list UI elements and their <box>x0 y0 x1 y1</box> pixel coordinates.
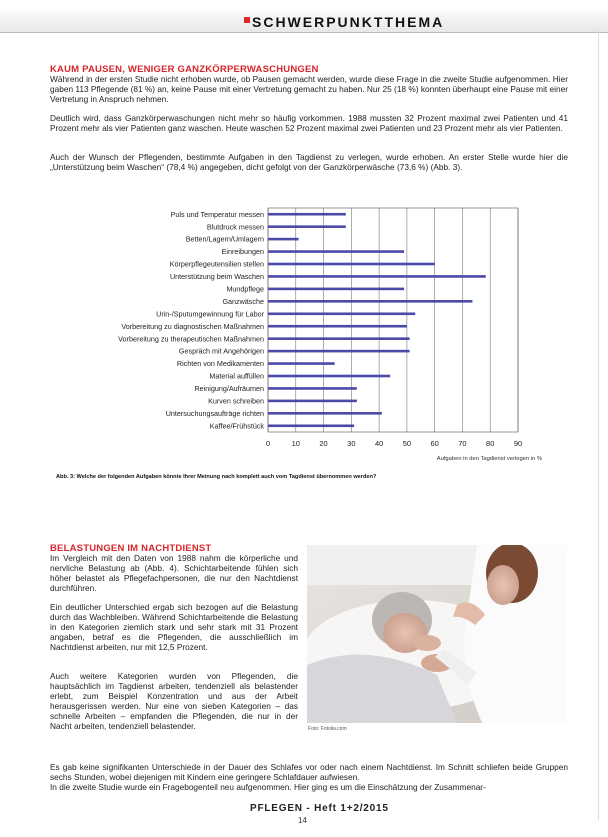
category-label: Unterstützung beim Waschen <box>169 272 264 282</box>
category-label: Kaffee/Frühstück <box>209 421 264 431</box>
x-tick-label: 80 <box>486 439 495 448</box>
header-accent-square <box>244 17 250 23</box>
plot-frame <box>268 208 518 432</box>
photo-credit: Foto: Fotolia.com <box>308 726 347 732</box>
bar <box>268 288 404 291</box>
category-label: Blutdruck messen <box>206 222 264 232</box>
bar <box>268 275 486 278</box>
bar <box>268 350 410 353</box>
x-tick-label: 40 <box>374 439 384 448</box>
header-title: SCHWERPUNKTTHEMA <box>252 14 445 30</box>
category-label: Vorbereitung zu diagnostischen Maßnahmen <box>121 321 264 331</box>
bar <box>268 213 346 216</box>
footer-journal: PFLEGEN - Heft 1+2/2015 <box>250 803 389 814</box>
bar-chart-svg <box>50 200 560 468</box>
x-tick-label: 20 <box>319 439 328 448</box>
page-edge-rule <box>598 30 599 820</box>
paragraph: Es gab keine signifikanten Unterschiede in der Dauer des Schlafes vor oder nach einem Nachtdienst. Im Schnitt schliefen beide Gruppen sechs Stunden, wobei diejenigen mit Kindern eine geringere Schlafdauer aufwiesen. <box>50 762 568 782</box>
category-label: Ganzwäsche <box>222 296 264 306</box>
x-tick-label: 60 <box>430 439 439 448</box>
category-label: Mundpflege <box>226 284 264 294</box>
bar <box>268 312 415 315</box>
page-number: 14 <box>298 816 307 825</box>
paragraph: Auch weitere Kategorien wurden von Pflegenden, die hauptsächlich im Tagdienst arbeiten, tendenziell als belastender erlebt, zum Beispiel Konzentration und aus der Arbeit herausgerissen werden. Nur eine von sieben Kategorien – das schnelle Arbeiten – empfanden die Pflegenden, die nur in der Nacht arbeiten, tendenziell belastender. <box>50 671 298 731</box>
category-label: Richten von Medikamenten <box>176 359 264 369</box>
bar <box>268 325 407 328</box>
paragraph: Auch der Wunsch der Pflegenden, bestimmte Aufgaben in den Tagdienst zu verlegen, wurde erhoben. An erster Stelle wurde hier die „Unterstützung beim Waschen“ (78,4 %) angegeben, dicht gefolgt von der Ganzkörperwäsche (73,6 %) (Abb. 3). <box>50 152 568 172</box>
x-axis-label: Aufgaben in den Tagdienst verlegen in % <box>436 456 542 462</box>
category-label: Gespräch mit Angehörigen <box>178 346 264 356</box>
paragraph: Während in der ersten Studie nicht erhoben wurde, ob Pausen gemacht werden, wurde diese Frage in die zweite Studie aufgenommen. Hier gaben 113 Pflegende (81 %) an, keine Pause mit einer Vertretung gemacht zu haben. Nur 25 (18 %) konnten überhaupt eine Pause mit einer Vertretung in Anspruch nehmen. <box>50 74 568 104</box>
section-heading-nachtdienst: BELASTUNGEN IM NACHTDIENST <box>50 543 212 554</box>
x-tick-label: 90 <box>513 439 523 448</box>
category-label: Kurven schreiben <box>208 396 264 406</box>
paragraph: Deutlich wird, dass Ganzkörperwaschungen nicht mehr so häufig vorkommen. 1988 mussten 32 Prozent maximal zwei Patienten und 41 Prozent mehr als vier Patienten ganz waschen. Heute waschen 52 Prozent maximal zwei Patienten und 23 Prozent mehr als vier Patienten. <box>50 113 568 133</box>
bar <box>268 250 404 253</box>
x-tick-label: 30 <box>347 439 356 448</box>
bar <box>268 337 410 340</box>
category-label: Vorbereitung zu therapeutischen Maßnahmen <box>118 334 264 344</box>
paragraph: In die zweite Studie wurde ein Fragebogenteil neu aufgenommen. Hier ging es um die Einschätzung der Zusammenar- <box>50 782 486 792</box>
category-label: Reinigung/Aufräumen <box>194 384 264 394</box>
bar <box>268 412 382 415</box>
category-label: Betten/Lagern/Umlagern <box>185 234 264 244</box>
bar <box>268 387 357 390</box>
paragraph: Im Vergleich mit den Daten von 1988 nahm die körperliche und nervliche Belastung ab (Abb. 4). Schichtarbeitende fühlen sich höher belastet als Pflegefachpersonen, die nur den Nachtdienst durchführen. <box>50 553 298 593</box>
x-tick-label: 0 <box>265 439 271 448</box>
category-label: Körperpflegeutensilien stellen <box>169 259 264 269</box>
category-label: Einreibungen <box>221 247 264 257</box>
figure-3-chart <box>50 200 560 468</box>
bar <box>268 400 357 403</box>
category-label: Material auffüllen <box>209 371 264 381</box>
bar <box>268 225 346 228</box>
category-label: Puls und Temperatur messen <box>170 209 264 219</box>
bar <box>268 362 335 365</box>
bar <box>268 300 472 303</box>
bar <box>268 375 390 378</box>
bar <box>268 238 299 241</box>
section-heading-pausen: KAUM PAUSEN, WENIGER GANZKÖRPERWASCHUNGEN <box>50 64 319 75</box>
bar <box>268 263 435 266</box>
x-tick-label: 70 <box>458 439 467 448</box>
category-label: Untersuchungsaufträge richten <box>165 408 264 418</box>
photo-illustration <box>307 545 567 723</box>
bar <box>268 424 354 427</box>
figure-caption: Abb. 3: Welche der folgenden Aufgaben könnte Ihrer Meinung nach komplett auch vom Tagdienst übernommen werden? <box>56 474 377 480</box>
x-tick-label: 10 <box>291 439 300 448</box>
paragraph: Ein deutlicher Unterschied ergab sich bezogen auf die Belastung durch das Wachbleiben. Während Schichtarbeitende die Belastung in den Kategorien ziemlich stark und sehr stark mit 31 Prozent angaben, betraf es die Pflegenden, die ausschließlich im Nachtdienst arbeiten, nur mit 12,5 Prozent. <box>50 602 298 652</box>
category-label: Urin-/Sputumgewinnung für Labor <box>156 309 264 319</box>
x-tick-label: 50 <box>402 439 412 448</box>
nurse-patient-photo <box>307 545 567 723</box>
